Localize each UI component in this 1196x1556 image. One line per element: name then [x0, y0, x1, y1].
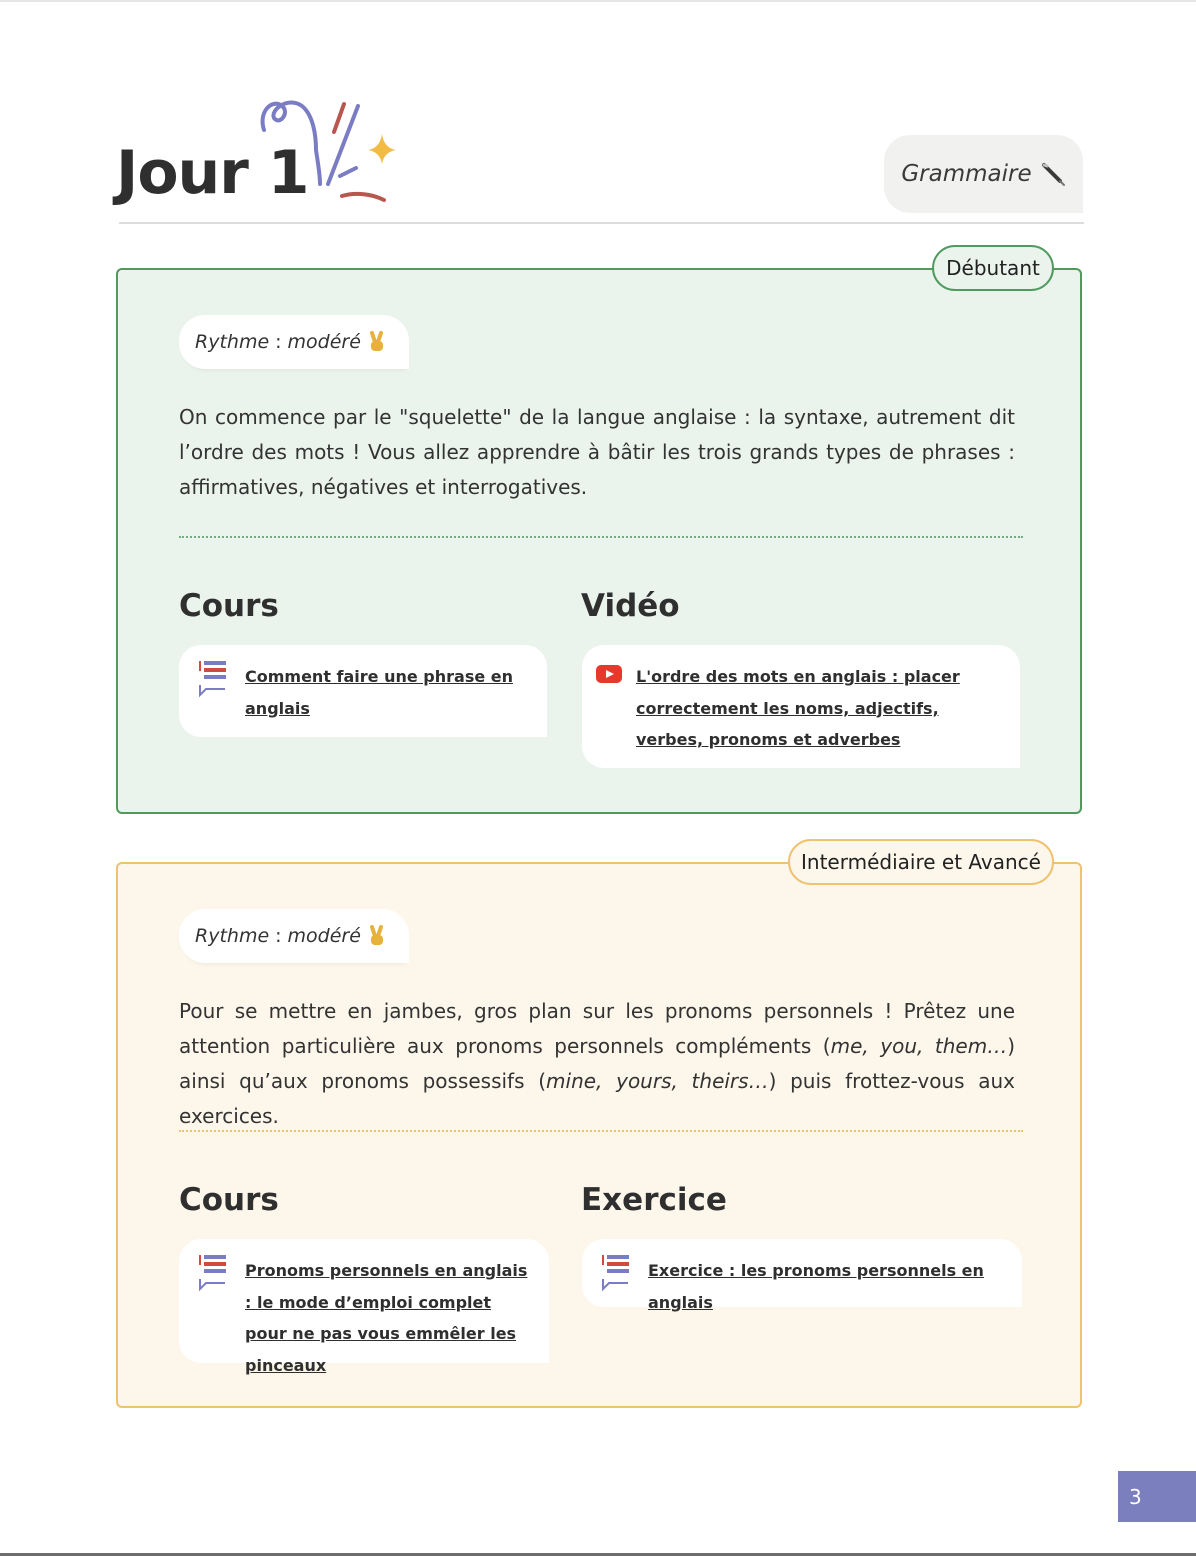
- level-badge-beginner: Débutant: [932, 245, 1054, 291]
- rhythm-label: Rythme: [195, 331, 270, 353]
- course-heading: Cours: [179, 1182, 279, 1218]
- rhythm-value: modéré: [287, 925, 361, 947]
- category-badge: [884, 135, 1083, 213]
- course-link[interactable]: Comment faire une phrase en anglais: [245, 667, 514, 718]
- doodle-decoration-icon: [232, 92, 402, 207]
- course-heading: Cours: [179, 588, 279, 624]
- rhythm-tag: [179, 315, 409, 369]
- video-link[interactable]: L'ordre des mots en anglais : placer correctement les noms, adjectifs, verbes, pronoms et adverbes: [636, 667, 960, 749]
- dotted-divider: [179, 536, 1023, 538]
- rhythm-separator: :: [275, 331, 282, 353]
- rhythm-separator: :: [275, 925, 282, 947]
- page-number: 3: [1118, 1471, 1196, 1522]
- course-link[interactable]: Pronoms personnels en anglais : le mode d’emploi complet pour ne pas vous emmêler les pinceaux: [245, 1261, 528, 1375]
- exercise-heading: Exercice: [581, 1182, 727, 1218]
- top-border: [0, 0, 1196, 2]
- course-resource-card: [179, 1239, 549, 1375]
- level-badge-advanced: Intermédiaire et Avancé: [788, 839, 1054, 885]
- victory-hand-icon: [367, 331, 387, 353]
- youtube-icon: [596, 665, 622, 683]
- rhythm-tag: [179, 909, 409, 963]
- beginner-description: On commence par le "squelette" de la langue anglaise : la syntaxe, autrement dit l’ordre des mots ! Vous allez apprendre à bâtir les trois grands types de phrases : affirmatives, négatives et interrogatives.: [179, 405, 1015, 499]
- advanced-description: Pour se mettre en jambes, gros plan sur les pronoms personnels ! Prêtez une attention particulière aux pronoms personnels compléments (me, you, them…) ainsi qu’aux pronoms possessifs (mine, yours, theirs…) puis frottez-vous aux exercices.: [179, 999, 1015, 1128]
- rhythm-label: Rythme: [195, 925, 270, 947]
- category-label: Grammaire: [901, 161, 1032, 187]
- speak-spoke-spoken-logo-icon: [600, 1253, 632, 1293]
- page-title: Jour 1: [116, 138, 309, 208]
- video-heading: Vidéo: [581, 588, 680, 624]
- beginner-card: [116, 256, 1082, 814]
- video-resource-card: [582, 645, 1020, 768]
- header-divider: [119, 222, 1084, 224]
- rhythm-value: modéré: [287, 331, 361, 353]
- advanced-card: [116, 850, 1082, 1408]
- pencil-icon: [1040, 161, 1066, 187]
- exercise-resource-card: [582, 1239, 1022, 1312]
- course-resource-card: [179, 645, 547, 737]
- victory-hand-icon: [367, 925, 387, 947]
- speak-spoke-spoken-logo-icon: [197, 659, 229, 699]
- speak-spoke-spoken-logo-icon: [197, 1253, 229, 1293]
- dotted-divider: [179, 1130, 1023, 1132]
- exercise-link[interactable]: Exercice : les pronoms personnels en anglais: [648, 1261, 984, 1312]
